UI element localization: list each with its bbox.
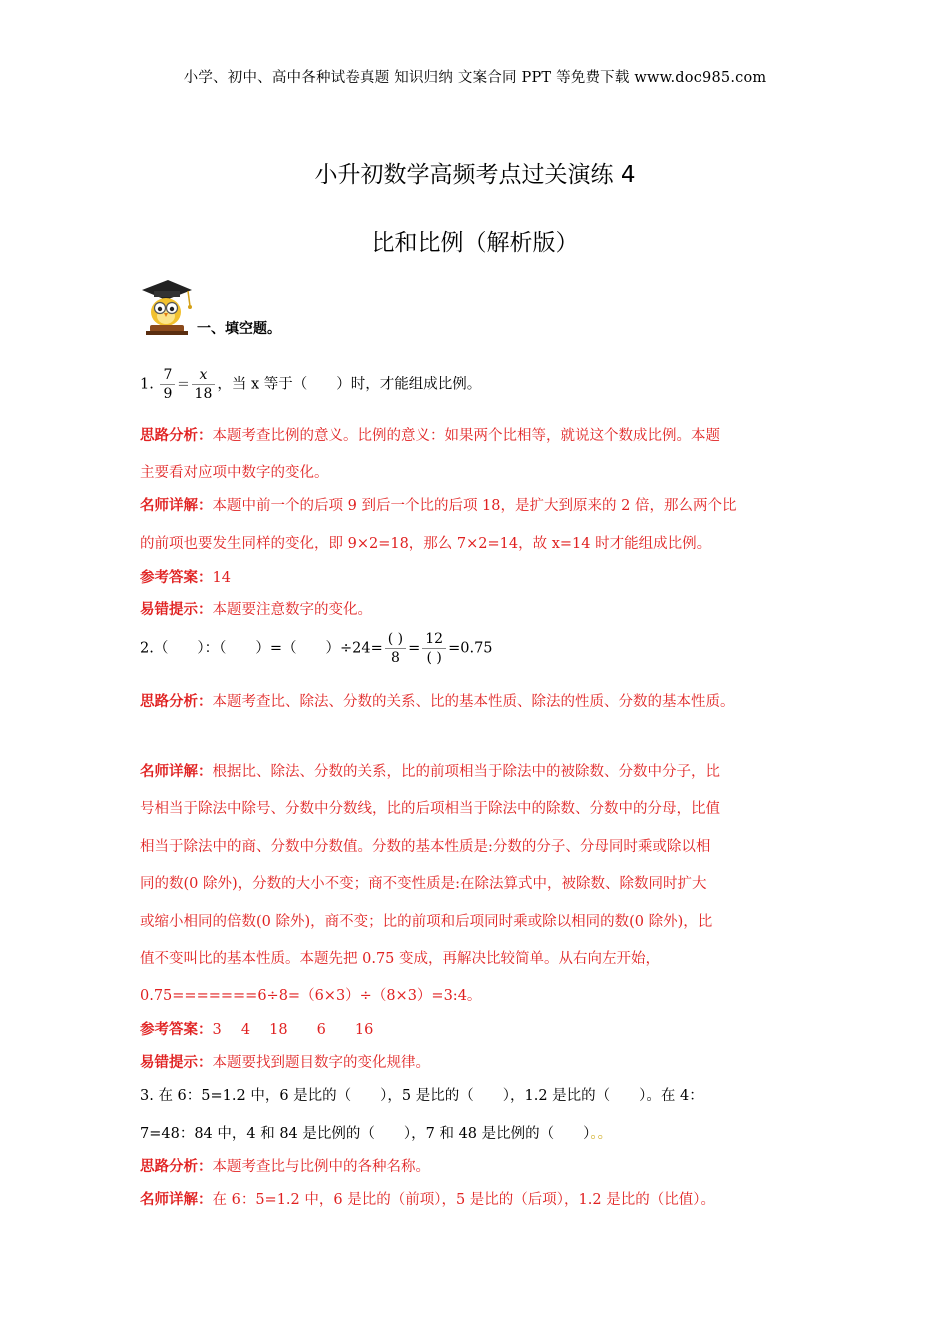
fraction: $\frac{( )}{8}$ bbox=[385, 630, 406, 667]
owl-scholar-icon bbox=[136, 276, 194, 338]
page-subtitle: 比和比例（解析版） bbox=[371, 230, 579, 256]
q2-tip: 易错提示：本题要找到题目数字的变化规律。 bbox=[140, 1055, 430, 1071]
q1-analysis: 思路分析：本题考查比例的意义。比例的意义：如果两个比相等，就说这个数成比例。本题 bbox=[140, 428, 720, 444]
q1-explain: 名师详解：本题中前一个的后项 9 到后一个比的后项 18，是扩大到原来的 2 倍，那么两个比 bbox=[140, 498, 737, 514]
q2-explain-cont: 号相当于除法中除号、分数中分数线，比的后项相当于除法中的除数、分数中的分母，比值 bbox=[140, 801, 720, 817]
q2-answer: 参考答案：3 4 18 6 16 bbox=[140, 1022, 374, 1038]
q2-explain: 名师详解：根据比、除法、分数的关系，比的前项相当于除法中的被除数、分数中分子，比 bbox=[140, 764, 720, 780]
q3-explain: 名师详解：在 6：5=1.2 中，6 是比的（前项），5 是比的（后项），1.2 是比的（比值）。 bbox=[140, 1192, 715, 1208]
fraction: $\frac{7}{9}$ bbox=[160, 366, 175, 403]
q1-tip: 易错提示：本题要注意数字的变化。 bbox=[140, 602, 372, 618]
fraction: $\frac{12}{( )}$ bbox=[422, 630, 446, 667]
q2-explain-cont: 相当于除法中的商、分数中分数值。分数的基本性质是:分数的分子、分母同时乘或除以相 bbox=[140, 839, 711, 855]
q1-answer: 参考答案：14 bbox=[140, 570, 231, 586]
section-heading: 一、填空题。 bbox=[197, 321, 281, 337]
q2-explain-cont: 或缩小相同的倍数(0 除外)，商不变；比的前项和后项同时乘或除以相同的数(0 除外)，比 bbox=[140, 914, 713, 930]
question-2: 2.（ ）：（ ）=（ ）÷24= $\frac{( )}{8}$ = $\frac{12}{( )}$ =0.75 bbox=[140, 631, 493, 666]
fraction: $\frac{x}{18}$ bbox=[192, 366, 216, 403]
question-3-cont: 7=48：84 中，4 和 84 是比例的（ ），7 和 48 是比例的（ ）。。 bbox=[140, 1126, 613, 1142]
page-header: 小学、初中、高中各种试卷真题 知识归纳 文案合同 PPT 等免费下载 www.doc985.com bbox=[183, 70, 767, 86]
question-1: 1. $\frac{7}{9}$ = $\frac{x}{18}$ ，当 x 等于（ ）时，才能组成比例。 bbox=[140, 367, 482, 402]
q2-explain-cont: 0.75=======6÷8=（6×3）÷（8×3）=3:4。 bbox=[140, 988, 482, 1004]
q3-analysis: 思路分析：本题考查比与比例中的各种名称。 bbox=[140, 1159, 430, 1175]
q1-explain-cont: 的前项也要发生同样的变化，即 9×2=18，那么 7×2=14，故 x=14 时才能组成比例。 bbox=[140, 536, 712, 552]
q1-analysis-cont: 主要看对应项中数字的变化。 bbox=[140, 465, 329, 481]
q2-explain-cont: 值不变叫比的基本性质。本题先把 0.75 变成，再解决比较简单。从右向左开始， bbox=[140, 951, 661, 967]
q2-explain-cont: 同的数(0 除外)，分数的大小不变；商不变性质是:在除法算式中，被除数、除数同时扩大 bbox=[140, 876, 707, 892]
page-title: 小升初数学高频考点过关演练 4 bbox=[314, 162, 636, 188]
question-3: 3. 在 6：5=1.2 中，6 是比的（ ），5 是比的（ ），1.2 是比的（ ）。在 4： bbox=[140, 1088, 704, 1104]
q2-analysis: 思路分析：本题考查比、除法、分数的关系、比的基本性质、除法的性质、分数的基本性质。 bbox=[140, 694, 735, 710]
